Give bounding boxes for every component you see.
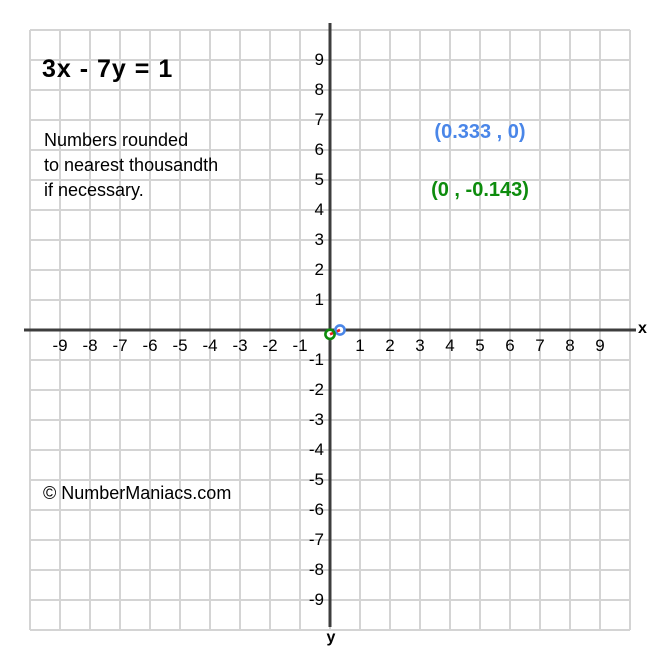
x-tick-label: 1 bbox=[355, 336, 365, 355]
rounding-note bbox=[44, 128, 218, 203]
x-tick-label: 7 bbox=[535, 336, 545, 355]
y-axis-letter: y bbox=[326, 629, 336, 646]
y-tick-label: -8 bbox=[308, 560, 324, 579]
y-tick-label: 4 bbox=[314, 200, 324, 219]
x-tick-label: -3 bbox=[232, 336, 248, 355]
x-tick-label: 2 bbox=[385, 336, 395, 355]
y-tick-label: -3 bbox=[308, 410, 324, 429]
x-tick-label: -6 bbox=[142, 336, 158, 355]
x-intercept-label: (0.333 , 0) bbox=[434, 121, 526, 143]
x-tick-label: -5 bbox=[172, 336, 188, 355]
y-tick-label: -6 bbox=[308, 500, 324, 519]
rounding-note-line-1: Numbers rounded bbox=[44, 130, 189, 150]
y-tick-label: 7 bbox=[314, 110, 324, 129]
y-tick-label: 2 bbox=[314, 260, 324, 279]
x-tick-label: 4 bbox=[445, 336, 455, 355]
y-tick-label: 6 bbox=[314, 140, 324, 159]
y-tick-label: 9 bbox=[314, 50, 324, 69]
y-tick-label: 1 bbox=[314, 290, 324, 309]
y-tick-label: 5 bbox=[314, 170, 324, 189]
x-tick-label: -1 bbox=[292, 336, 308, 355]
y-tick-label: -9 bbox=[308, 590, 324, 609]
x-tick-label: 5 bbox=[475, 336, 485, 355]
y-tick-label: -2 bbox=[308, 380, 324, 399]
equation-title: 3x - 7y = 1 bbox=[42, 55, 174, 83]
x-tick-label: 6 bbox=[505, 336, 515, 355]
rounding-note-line-3: if necessary. bbox=[44, 180, 144, 200]
x-tick-label: 9 bbox=[595, 336, 605, 355]
x-tick-label: -2 bbox=[262, 336, 278, 355]
watermark-text: © NumberManiacs.com bbox=[43, 483, 232, 503]
y-tick-label: -7 bbox=[308, 530, 324, 549]
y-tick-label: 8 bbox=[314, 80, 324, 99]
rounding-note-line-2: to nearest thousandth bbox=[44, 155, 219, 175]
x-axis-letter: x bbox=[638, 320, 647, 337]
x-tick-label: 3 bbox=[415, 336, 425, 355]
x-tick-label: -9 bbox=[52, 336, 68, 355]
x-tick-label: -8 bbox=[82, 336, 98, 355]
x-tick-label: 8 bbox=[565, 336, 575, 355]
x-tick-label: -4 bbox=[202, 336, 218, 355]
y-tick-label: -5 bbox=[308, 470, 324, 489]
y-intercept-label: (0 , -0.143) bbox=[431, 179, 529, 201]
y-tick-label: 3 bbox=[314, 230, 324, 249]
x-tick-label: -7 bbox=[112, 336, 128, 355]
y-tick-label: -1 bbox=[308, 350, 324, 369]
y-tick-label: -4 bbox=[308, 440, 324, 459]
